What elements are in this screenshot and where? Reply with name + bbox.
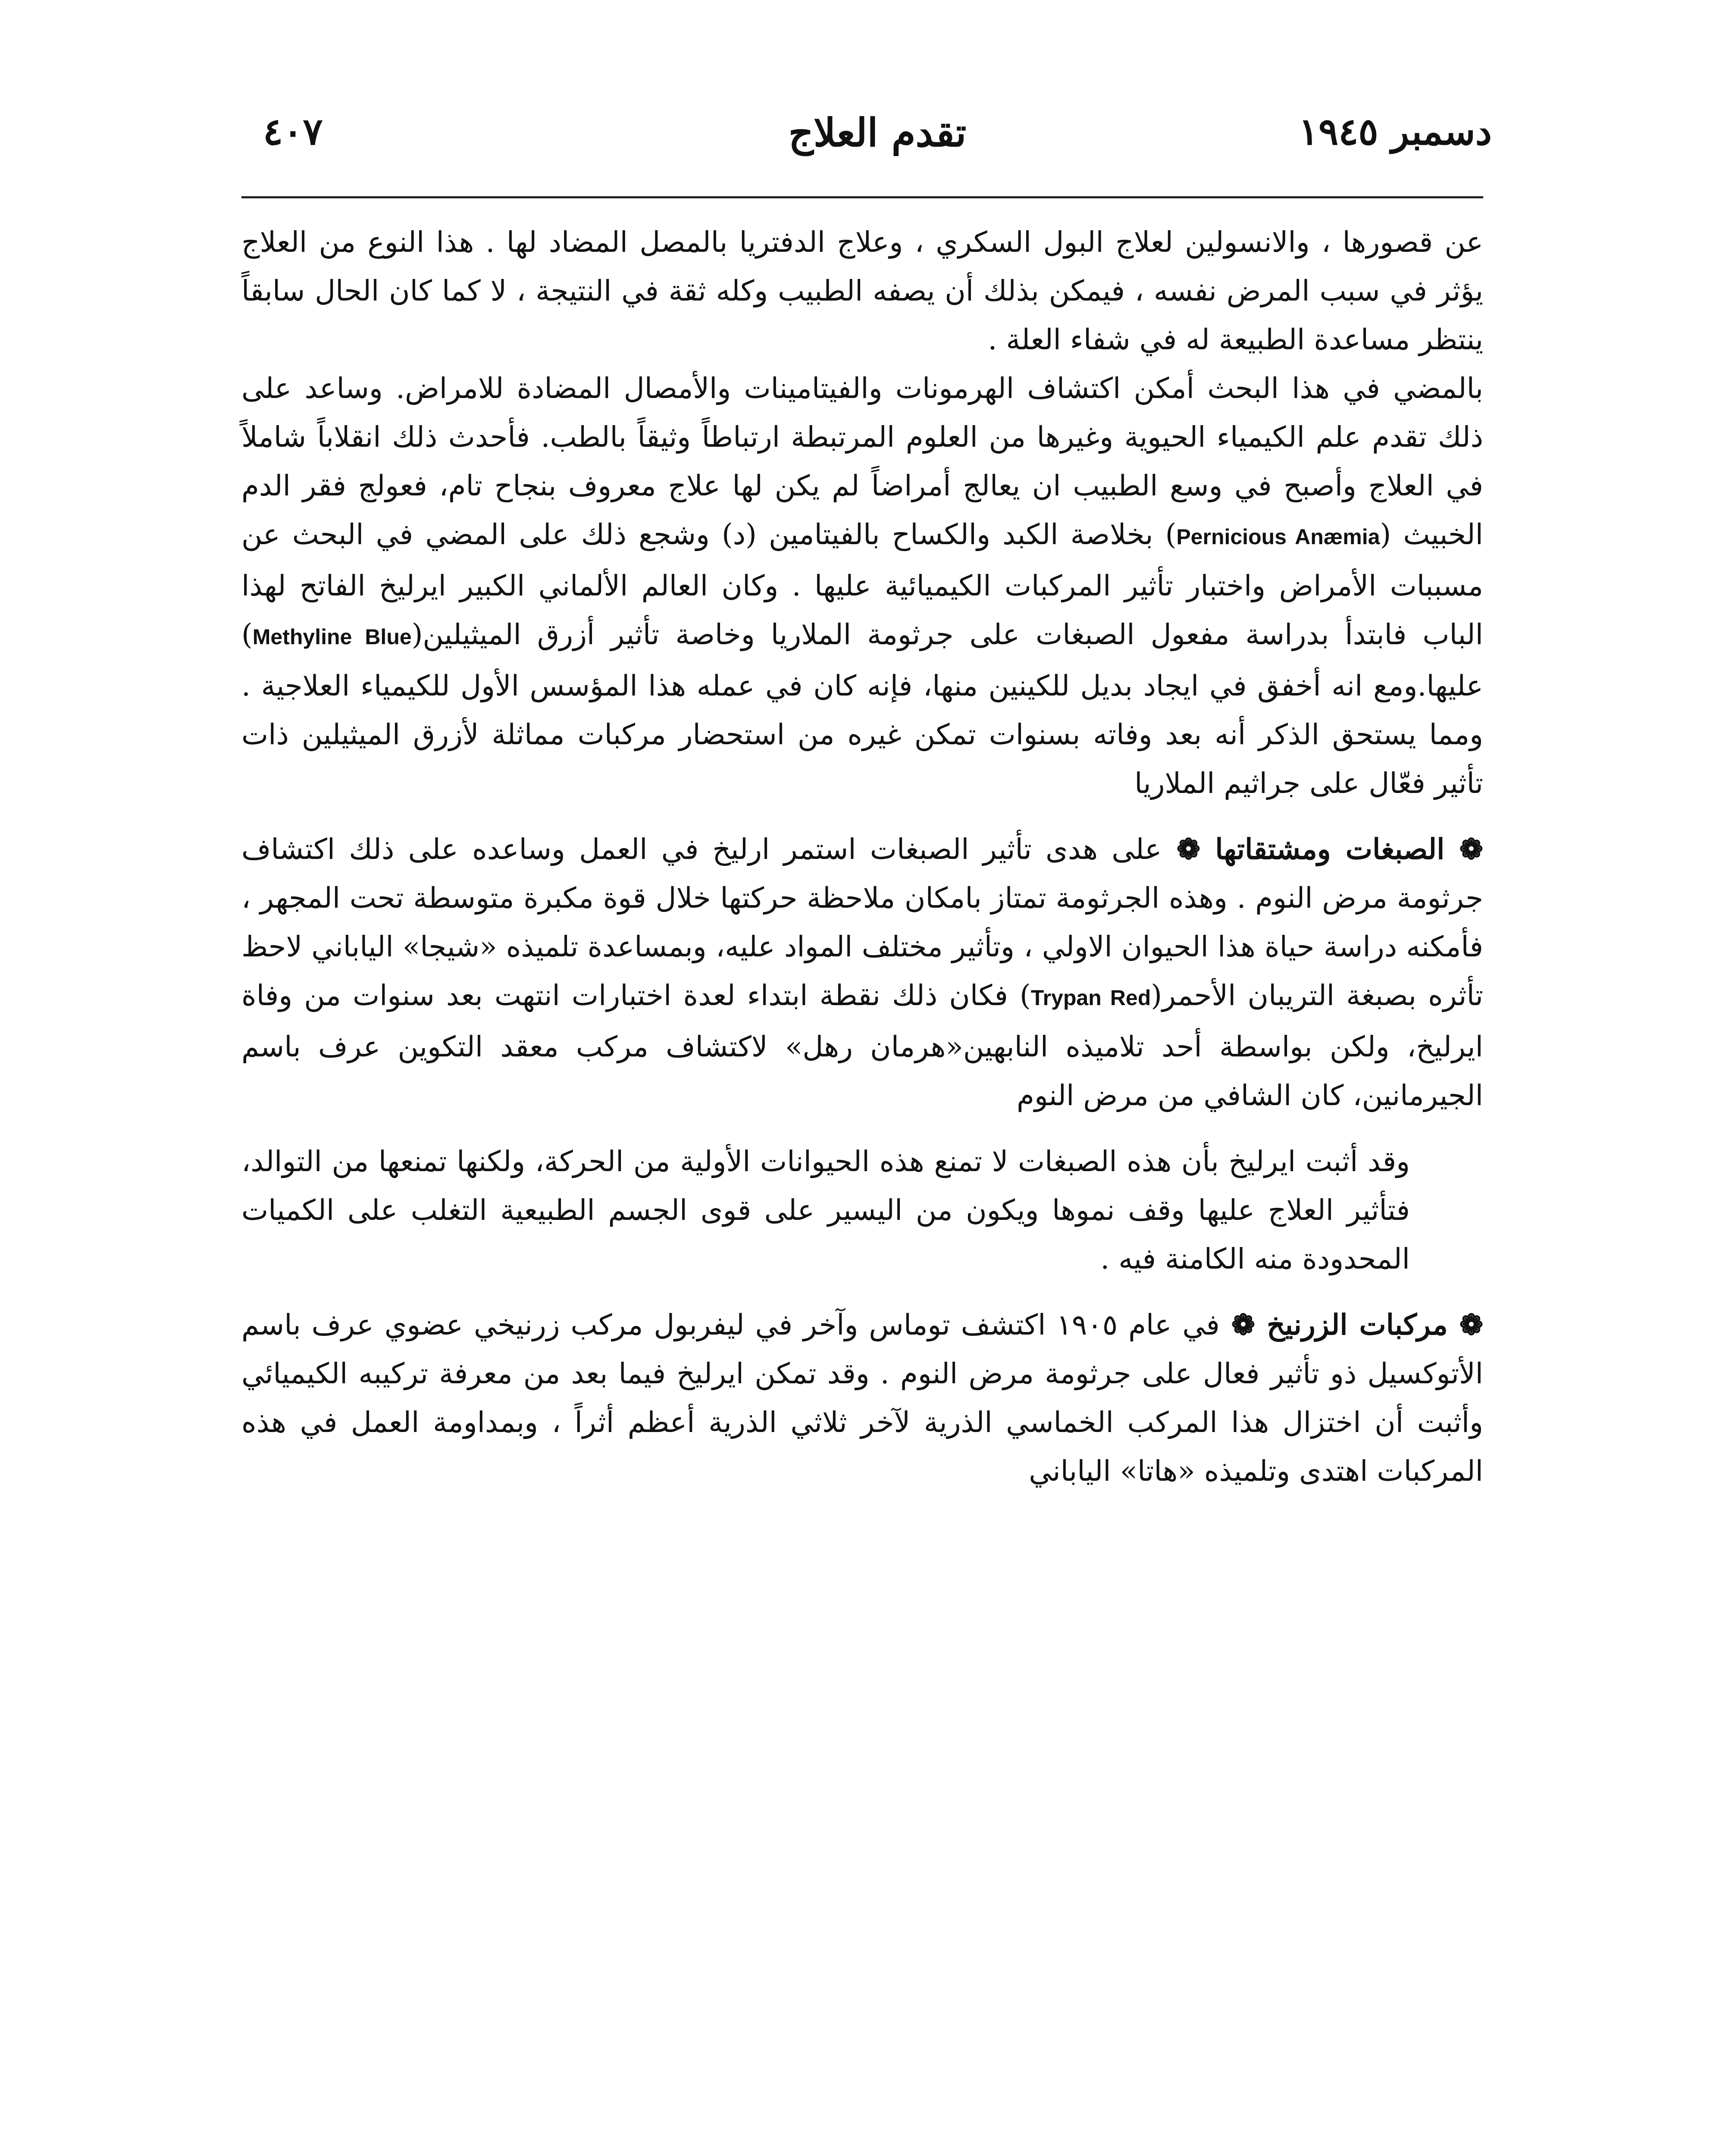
ornament-icon: ❁ [1162, 832, 1215, 866]
latin-term: Trypan Red [1030, 986, 1151, 1010]
ornament-icon: ❁ [1447, 1308, 1483, 1341]
page-header [263, 110, 1492, 175]
paragraph-text: وقد أثبت ايرليخ بأن هذه الصبغات لا تمنع هذه الحيوانات الأولية من الحركة، ولكنها تمنعها من التوالد، فتأثير العلاج عليها وقف نموها ويكون من اليسير على قوى الجسم الطبيعية التغلب على الكميات المحدودة منه الكامنة فيه . [241, 1145, 1410, 1275]
paragraph-4 [241, 1137, 1483, 1283]
latin-term: Methyline Blue [252, 625, 412, 649]
paragraph-text: ) عليها.ومع انه أخفق في ايجاد بديل للكينين منها، فإنه كان في عمله هذا المؤسس الأول للكيمياء العلاجية . ومما يستحق الذكر أنه بعد وفاته بسنوات تمكن غيره من استحضار مركبات مماثلة لأزرق الميثيلين ذات تأثير فعّال على جراثيم الملاريا [241, 618, 1483, 800]
paragraph-5 [241, 1300, 1483, 1495]
paragraph-2 [241, 364, 1483, 808]
latin-term: Pernicious Anæmia [1176, 525, 1380, 549]
paragraph-text: عن قصورها ، والانسولين لعلاج البول السكري ، وعلاج الدفتريا بالمصل المضاد لها . هذا النوع من العلاج يؤثر في سبب المرض نفسه ، فيمكن بذلك أن يصفه الطبيب وكله ثقة في النتيجة ، لا كما كان الحال سابقاً ينتظر مساعدة الطبيعة له في شفاء العلة . [241, 226, 1483, 356]
paragraph-text: ) بخلاصة الكبد والكساح بالفيتامين (د) وشجع ذلك على المضي في البحث عن مسببات الأمراض واختبار تأثير المركبات الكيميائية عليها . وكان العالم الألماني الكبير ايرليخ الفاتح لهذا الباب فابتدأ بدراسة مفعول الصبغات على جرثومة الملاريا وخاصة تأثير أزرق الميثيلين( [241, 518, 1483, 651]
page-number: ٤٠٧ [263, 110, 323, 154]
ornament-icon: ❁ [1444, 832, 1483, 866]
section-heading: الصبغات ومشتقاتها [1215, 832, 1445, 866]
paragraph-text: ) فكان ذلك نقطة ابتداء لعدة اختبارات انتهت بعد سنوات من وفاة ايرليخ، ولكن بواسطة أحد تلاميذه النابهين«هرمان رهل» لاكتشاف مركب معقد التكوين عرف باسم الجيرمانين، كان الشافي من مرض النوم [241, 979, 1483, 1112]
section-heading: مركبات الزرنيخ [1266, 1308, 1448, 1341]
article-body [241, 218, 1483, 1495]
paragraph-1 [241, 218, 1483, 364]
header-rule [241, 196, 1483, 198]
ornament-icon: ❁ [1219, 1308, 1267, 1341]
running-title: تقدم العلاج [788, 110, 967, 156]
paragraph-text: بالمضي في هذا البحث أمكن اكتشاف الهرمونات والفيتامينات والأمصال المضادة للامراض. وساعد على ذلك تقدم علم الكيمياء الحيوية وغيرها من العلوم المرتبطة ارتباطاً وثيقاً بالطب. فأحدث ذلك انقلاباً شاملاً في العلاج وأصبح في وسع الطبيب ان يعالج أمراضاً لم يكن لها علاج معروف بنجاح تام، فعولج فقر الدم الخبيث ( [241, 372, 1484, 551]
paragraph-text: على هدى تأثير الصبغات استمر ارليخ في العمل وساعده على ذلك اكتشاف جرثومة مرض النوم . وهذه الجرثومة تمتاز بامكان ملاحظة حركتها خلال قوة مكبرة متوسطة تحت المجهر ، فأمكنه دراسة حياة هذا الحيوان الاولي ، وتأثير مختلف المواد عليه، وبمساعدة تلميذه «شيجا» الياباني لاحظ تأثره بصبغة التريبان الأحمر( [241, 833, 1484, 1012]
paragraph-text: في عام ١٩٠٥ اكتشف توماس وآخر في ليفربول مركب زرنيخي عضوي عرف باسم الأتوكسيل ذو تأثير فعال على جرثومة مرض النوم . وقد تمكن ايرليخ فيما بعد من معرفة تركيبه الكيميائي وأثبت أن اختزال هذا المركب الخماسي الذرية لآخر ثلاثي الذرية أعظم أثراً ، وبمداومة العمل في هذه المركبات اهتدى وتلميذه «هاتا» الياباني [241, 1308, 1483, 1488]
issue-date: دسمبر ١٩٤٥ [1298, 110, 1492, 154]
paragraph-3 [241, 825, 1483, 1120]
